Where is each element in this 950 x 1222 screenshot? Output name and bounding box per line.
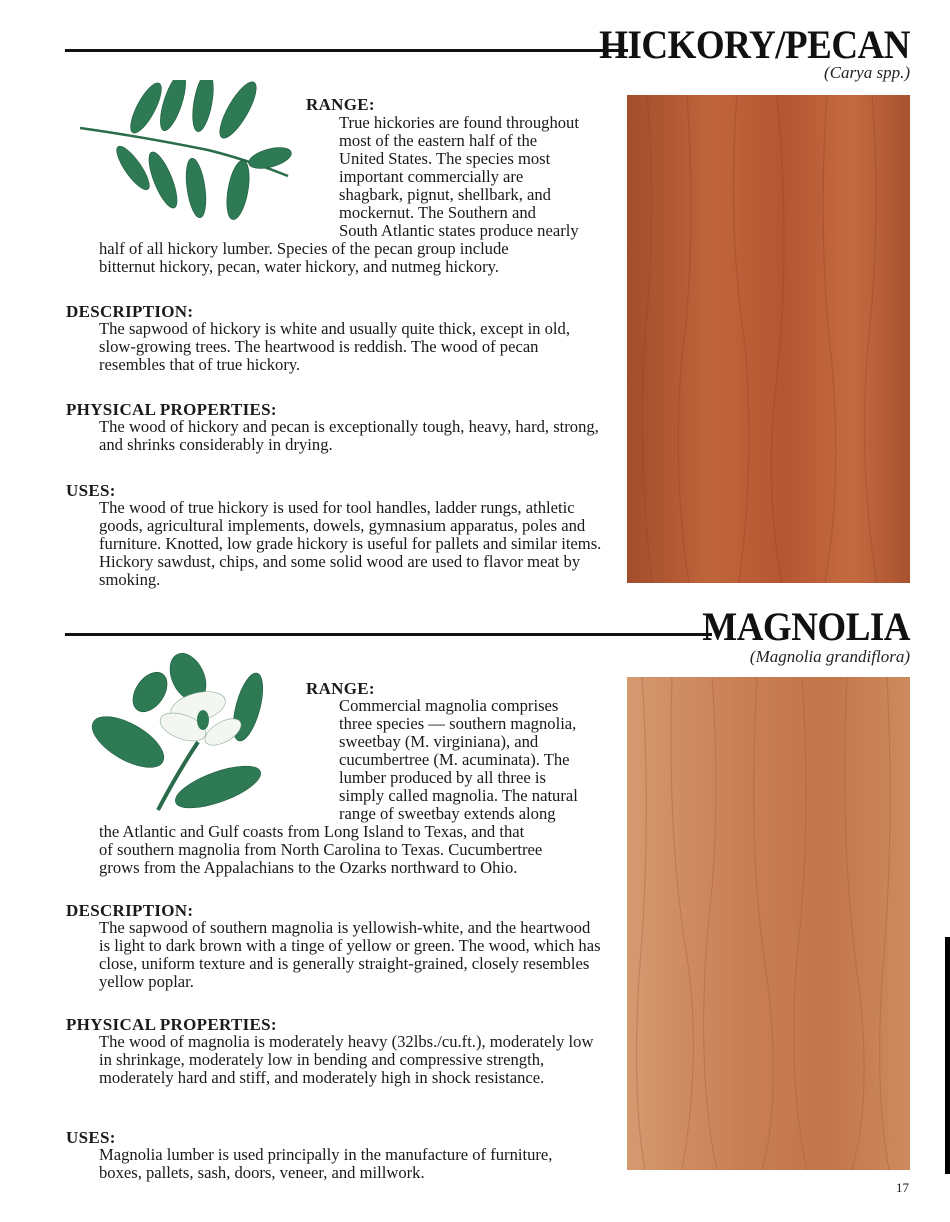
range-line: half of all hickory lumber. Species of the pecan group include bbox=[99, 239, 509, 258]
description-text: The sapwood of southern magnolia is yellowish-white, and the heartwood is light to dark brown with a tinge of yellow or green. The wood, which has close, uniform texture and is generally straight-grained, closely resembles yellow poplar. bbox=[99, 918, 601, 991]
wood-swatch-magnolia bbox=[627, 677, 910, 1170]
range-line: range of sweetbay extends along bbox=[339, 804, 556, 823]
range-line: three species — southern magnolia, bbox=[339, 714, 577, 733]
uses-heading: USES: bbox=[66, 1128, 116, 1147]
range-line: lumber produced by all three is bbox=[339, 768, 546, 787]
physical-properties-heading: PHYSICAL PROPERTIES: bbox=[66, 1015, 277, 1034]
section-title: HICKORY/PECAN bbox=[599, 23, 910, 68]
hickory-leaf-icon bbox=[78, 80, 293, 220]
range-line: shagbark, pignut, shellbark, and bbox=[339, 185, 551, 204]
scientific-name: (Carya spp.) bbox=[824, 63, 910, 82]
range-line: bitternut hickory, pecan, water hickory, and nutmeg hickory. bbox=[99, 257, 499, 276]
uses-heading: USES: bbox=[66, 481, 116, 500]
wood-grain bbox=[627, 95, 910, 583]
range-line: mockernut. The Southern and bbox=[339, 203, 536, 222]
page-edge-bar bbox=[945, 937, 950, 1174]
range-line: grows from the Appalachians to the Ozarks northward to Ohio. bbox=[99, 858, 518, 877]
range-line: Commercial magnolia comprises bbox=[339, 696, 559, 715]
range-line: important commercially are bbox=[339, 167, 524, 186]
wood-swatch-hickory bbox=[627, 95, 910, 583]
range-line: of southern magnolia from North Carolina to Texas. Cucumbertree bbox=[99, 840, 543, 859]
range-heading: RANGE: bbox=[306, 95, 375, 114]
description-text: The sapwood of hickory is white and usually quite thick, except in old, slow-growing trees. The heartwood is reddish. The wood of pecan resembles that of true hickory. bbox=[99, 319, 570, 374]
range-line: simply called magnolia. The natural bbox=[339, 786, 578, 805]
range-line: cucumbertree (M. acuminata). The bbox=[339, 750, 570, 769]
section-rule bbox=[65, 633, 712, 636]
uses-text: Magnolia lumber is used principally in the manufacture of furniture, boxes, pallets, sash, doors, veneer, and millwork. bbox=[99, 1145, 553, 1182]
description-heading: DESCRIPTION: bbox=[66, 901, 194, 920]
physical-properties-text: The wood of hickory and pecan is exceptionally tough, heavy, hard, strong, and shrinks considerably in drying. bbox=[99, 417, 599, 454]
physical-properties-heading: PHYSICAL PROPERTIES: bbox=[66, 400, 277, 419]
range-line: United States. The species most bbox=[339, 149, 551, 168]
section-title: MAGNOLIA bbox=[702, 605, 910, 650]
magnolia-flower-icon bbox=[88, 652, 273, 812]
page-number: 17 bbox=[896, 1180, 909, 1195]
range-line: True hickories are found throughout bbox=[339, 113, 579, 132]
scientific-name: (Magnolia grandiflora) bbox=[749, 647, 910, 666]
range-line: South Atlantic states produce nearly bbox=[339, 221, 579, 240]
range-heading: RANGE: bbox=[306, 679, 375, 698]
physical-properties-text: The wood of magnolia is moderately heavy (32lbs./cu.ft.), moderately low in shrinkage, moderately low in bending and compressive strength, moderately hard and stiff, and moderately high in shock resistance. bbox=[99, 1032, 594, 1087]
section-rule bbox=[65, 49, 628, 52]
description-heading: DESCRIPTION: bbox=[66, 302, 194, 321]
range-line: the Atlantic and Gulf coasts from Long Island to Texas, and that bbox=[99, 822, 525, 841]
range-line: most of the eastern half of the bbox=[339, 131, 538, 150]
uses-text: The wood of true hickory is used for tool handles, ladder rungs, athletic goods, agricultural implements, dowels, gymnasium apparatus, poles and furniture. Knotted, low grade hickory is useful for pallets and similar items. Hickory sawdust, chips, and some solid wood are used to flavor meat by smoking. bbox=[99, 498, 602, 589]
range-line: sweetbay (M. virginiana), and bbox=[339, 732, 539, 751]
wood-grain bbox=[627, 677, 910, 1170]
